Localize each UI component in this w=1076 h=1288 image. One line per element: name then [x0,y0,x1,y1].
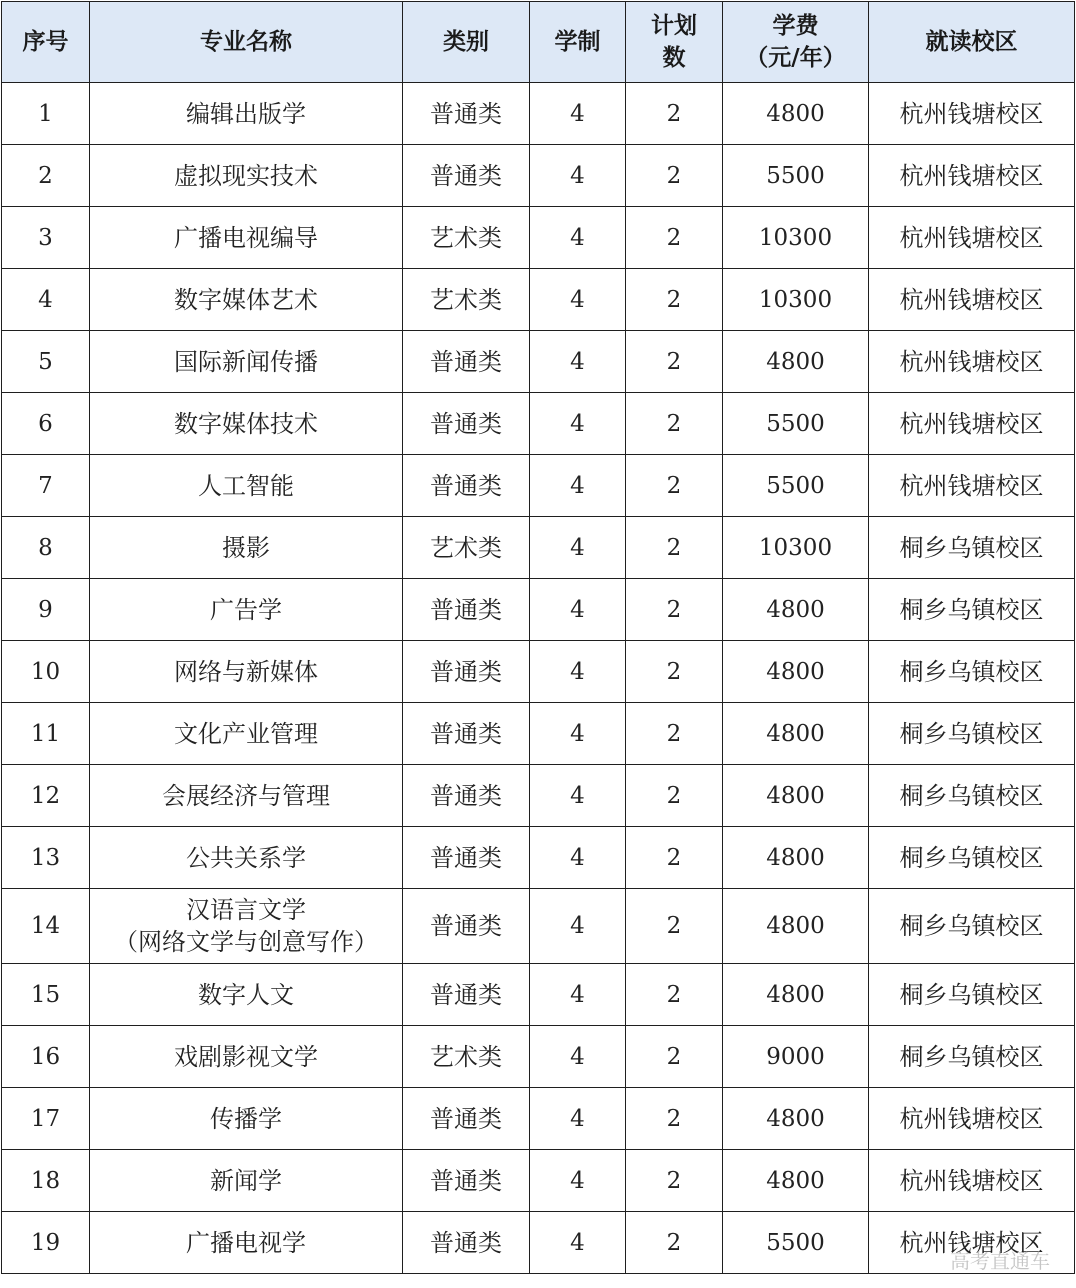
cell-fee: 4800 [723,889,869,964]
cell-name: 编辑出版学 [90,83,403,145]
cell-fee: 5500 [723,393,869,455]
cell-name: 人工智能 [90,455,403,517]
cell-duration: 4 [530,331,626,393]
cell-fee: 9000 [723,1026,869,1088]
cell-campus: 桐乡乌镇校区 [869,1026,1075,1088]
cell-fee: 4800 [723,331,869,393]
cell-duration: 4 [530,579,626,641]
cell-name: 公共关系学 [90,827,403,889]
header-fee [723,2,869,83]
cell-plan: 2 [626,145,723,207]
table-row [2,455,1075,517]
cell-index: 16 [2,1026,90,1088]
table-row [2,145,1075,207]
cell-index: 7 [2,455,90,517]
cell-plan: 2 [626,703,723,765]
cell-duration: 4 [530,517,626,579]
cell-index: 4 [2,269,90,331]
cell-campus: 桐乡乌镇校区 [869,889,1075,964]
cell-campus: 桐乡乌镇校区 [869,517,1075,579]
cell-name: 广播电视编导 [90,207,403,269]
cell-fee: 5500 [723,145,869,207]
cell-fee: 4800 [723,703,869,765]
cell-name: 数字人文 [90,964,403,1026]
cell-index: 18 [2,1150,90,1212]
cell-index: 15 [2,964,90,1026]
cell-index: 14 [2,889,90,964]
table-row [2,765,1075,827]
cell-duration: 4 [530,1026,626,1088]
cell-index: 8 [2,517,90,579]
cell-campus: 桐乡乌镇校区 [869,765,1075,827]
cell-fee: 4800 [723,83,869,145]
cell-campus: 杭州钱塘校区 [869,331,1075,393]
cell-index: 19 [2,1212,90,1274]
cell-category: 普通类 [403,145,530,207]
cell-plan: 2 [626,207,723,269]
table-row [2,579,1075,641]
cell-name: 文化产业管理 [90,703,403,765]
cell-category: 普通类 [403,765,530,827]
table-row [2,393,1075,455]
cell-campus: 桐乡乌镇校区 [869,703,1075,765]
cell-plan: 2 [626,765,723,827]
table-row [2,331,1075,393]
cell-fee: 10300 [723,207,869,269]
cell-name: 传播学 [90,1088,403,1150]
table-row [2,641,1075,703]
cell-campus: 杭州钱塘校区 [869,393,1075,455]
cell-fee: 4800 [723,964,869,1026]
cell-category: 普通类 [403,1150,530,1212]
cell-name [90,889,403,964]
cell-fee: 4800 [723,1088,869,1150]
header-plan-line2: 数 [662,45,686,71]
cell-duration: 4 [530,455,626,517]
cell-name: 新闻学 [90,1150,403,1212]
table-row [2,83,1075,145]
cell-name: 网络与新媒体 [90,641,403,703]
header-fee-line1: 学费 [772,13,819,39]
cell-fee: 5500 [723,455,869,517]
cell-fee: 4800 [723,641,869,703]
cell-duration: 4 [530,1150,626,1212]
cell-fee: 4800 [723,1150,869,1212]
cell-fee: 4800 [723,827,869,889]
cell-plan: 2 [626,269,723,331]
cell-duration: 4 [530,1212,626,1274]
cell-duration: 4 [530,1088,626,1150]
table-row [2,1088,1075,1150]
header-category: 类别 [403,2,530,83]
table-row [2,207,1075,269]
cell-plan: 2 [626,1088,723,1150]
cell-name-main: 汉语言文学 [186,896,306,924]
cell-campus: 桐乡乌镇校区 [869,964,1075,1026]
cell-category: 艺术类 [403,269,530,331]
cell-index: 17 [2,1088,90,1150]
cell-category: 艺术类 [403,517,530,579]
table-row [2,517,1075,579]
cell-name: 数字媒体技术 [90,393,403,455]
cell-category: 普通类 [403,1088,530,1150]
cell-plan: 2 [626,964,723,1026]
cell-campus: 杭州钱塘校区 [869,207,1075,269]
cell-name: 广播电视学 [90,1212,403,1274]
cell-duration: 4 [530,827,626,889]
watermark: 高考直通车 [950,1249,1050,1273]
cell-plan: 2 [626,827,723,889]
table-row [2,827,1075,889]
cell-duration: 4 [530,765,626,827]
header-plan-line1: 计划 [651,13,697,39]
cell-index: 9 [2,579,90,641]
cell-index: 10 [2,641,90,703]
header-campus: 就读校区 [869,2,1075,83]
cell-index: 5 [2,331,90,393]
cell-index: 6 [2,393,90,455]
table-row [2,1212,1075,1274]
cell-name: 广告学 [90,579,403,641]
cell-duration: 4 [530,889,626,964]
cell-plan: 2 [626,641,723,703]
cell-campus: 桐乡乌镇校区 [869,827,1075,889]
cell-category: 普通类 [403,964,530,1026]
cell-name: 数字媒体艺术 [90,269,403,331]
cell-duration: 4 [530,145,626,207]
cell-plan: 2 [626,83,723,145]
table-body [2,83,1075,1274]
cell-category: 普通类 [403,455,530,517]
cell-fee: 4800 [723,765,869,827]
cell-fee: 5500 [723,1212,869,1274]
cell-campus: 杭州钱塘校区 [869,455,1075,517]
table-row [2,889,1075,964]
table-row [2,269,1075,331]
cell-plan: 2 [626,1212,723,1274]
cell-campus: 杭州钱塘校区 [869,83,1075,145]
table-row [2,1026,1075,1088]
cell-name: 戏剧影视文学 [90,1026,403,1088]
cell-campus: 杭州钱塘校区 [869,1088,1075,1150]
cell-plan: 2 [626,455,723,517]
cell-duration: 4 [530,83,626,145]
cell-name: 摄影 [90,517,403,579]
cell-campus: 桐乡乌镇校区 [869,579,1075,641]
table-row [2,703,1075,765]
cell-plan: 2 [626,1026,723,1088]
cell-index: 12 [2,765,90,827]
header-index: 序号 [2,2,90,83]
cell-plan: 2 [626,1150,723,1212]
header-plan [626,2,723,83]
cell-index: 1 [2,83,90,145]
header-row [2,2,1075,83]
cell-duration: 4 [530,964,626,1026]
cell-category: 普通类 [403,641,530,703]
cell-duration: 4 [530,207,626,269]
cell-category: 艺术类 [403,1026,530,1088]
header-name: 专业名称 [90,2,403,83]
cell-duration: 4 [530,393,626,455]
cell-category: 普通类 [403,393,530,455]
cell-campus: 杭州钱塘校区 [869,1212,1075,1274]
cell-category: 普通类 [403,83,530,145]
majors-table [1,1,1075,1274]
cell-campus: 杭州钱塘校区 [869,1150,1075,1212]
cell-plan: 2 [626,517,723,579]
cell-plan: 2 [626,331,723,393]
cell-duration: 4 [530,269,626,331]
cell-index: 13 [2,827,90,889]
cell-plan: 2 [626,579,723,641]
cell-campus: 桐乡乌镇校区 [869,641,1075,703]
cell-category: 普通类 [403,827,530,889]
header-fee-line2: （元/年） [745,45,846,71]
header-duration: 学制 [530,2,626,83]
table-row [2,1150,1075,1212]
cell-duration: 4 [530,703,626,765]
cell-fee: 10300 [723,269,869,331]
cell-category: 普通类 [403,1212,530,1274]
cell-name: 虚拟现实技术 [90,145,403,207]
cell-duration: 4 [530,641,626,703]
cell-category: 普通类 [403,889,530,964]
cell-plan: 2 [626,393,723,455]
table-row [2,964,1075,1026]
cell-campus: 杭州钱塘校区 [869,145,1075,207]
cell-category: 普通类 [403,703,530,765]
cell-fee: 10300 [723,517,869,579]
cell-name: 会展经济与管理 [90,765,403,827]
cell-category: 艺术类 [403,207,530,269]
cell-category: 普通类 [403,331,530,393]
cell-name-sub: （网络文学与创意写作） [114,928,378,956]
cell-index: 3 [2,207,90,269]
cell-index: 2 [2,145,90,207]
cell-index: 11 [2,703,90,765]
cell-category: 普通类 [403,579,530,641]
cell-fee: 4800 [723,579,869,641]
cell-plan: 2 [626,889,723,964]
cell-name: 国际新闻传播 [90,331,403,393]
cell-campus: 杭州钱塘校区 [869,269,1075,331]
